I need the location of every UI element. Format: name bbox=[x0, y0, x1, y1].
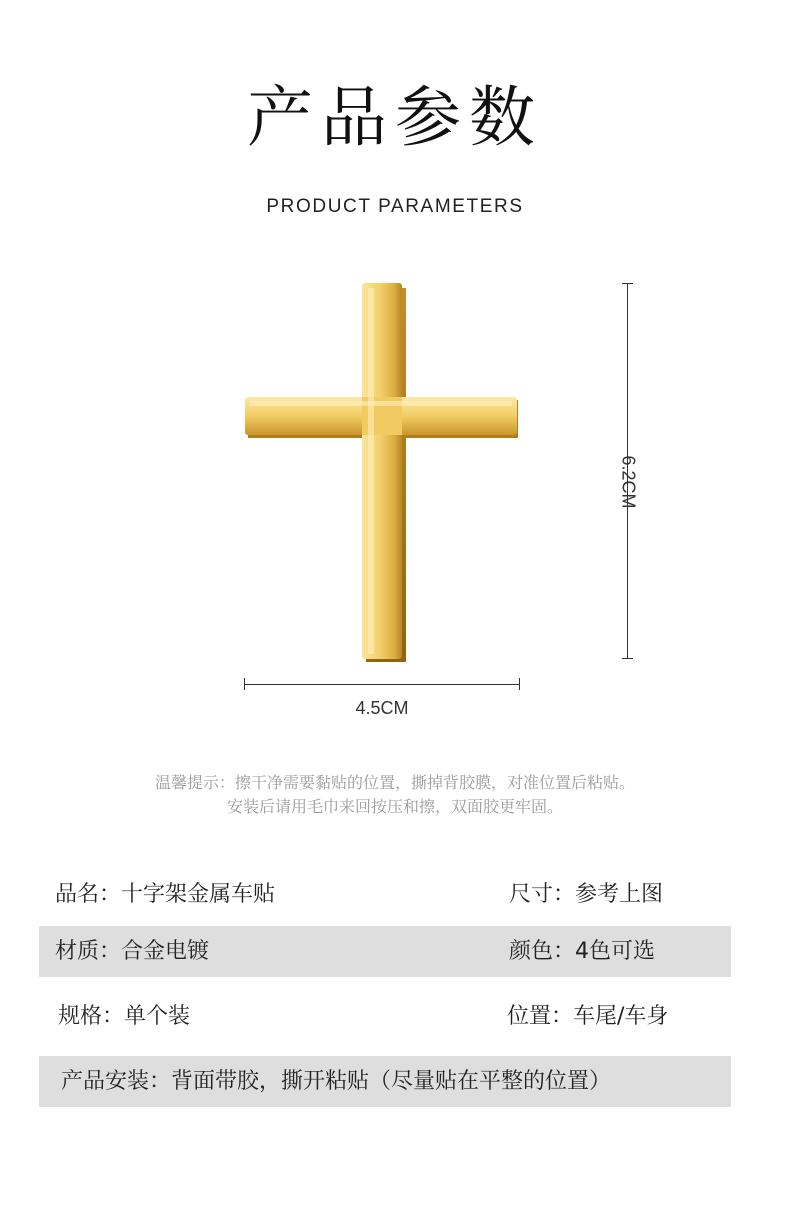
spec-row-3 bbox=[39, 991, 731, 1042]
page-subtitle: PRODUCT PARAMETERS bbox=[266, 196, 524, 217]
spec-spec: 规格：单个装 bbox=[58, 1004, 191, 1029]
spec-position: 位置：车尾/车身 bbox=[507, 1004, 669, 1029]
spec-row-2 bbox=[39, 926, 731, 977]
spec-row-1 bbox=[39, 869, 731, 920]
tip-line-2: 安装后请用毛巾来回按压和擦，双面胶更牢固。 bbox=[226, 797, 563, 816]
tip-line-1: 温馨提示：擦干净需要黏贴的位置，撕掉背胶膜，对准位置后粘贴。 bbox=[154, 773, 635, 792]
page-title: 产品参数 bbox=[247, 79, 543, 156]
spec-install: 产品安装：背面带胶，撕开粘贴（尽量贴在平整的位置） bbox=[61, 1069, 612, 1094]
spec-row-install bbox=[39, 1056, 731, 1107]
spec-name: 品名：十字架金属车贴 bbox=[55, 882, 276, 907]
spec-material: 材质：合金电镀 bbox=[55, 939, 210, 964]
width-dimension-line bbox=[244, 678, 520, 690]
width-dimension-label: 4.5CM bbox=[355, 698, 409, 718]
gold-cross-image bbox=[240, 280, 522, 664]
spec-color: 颜色：4色可选 bbox=[509, 939, 655, 964]
height-dimension-label: 6.2CM bbox=[618, 455, 639, 509]
spec-size: 尺寸：参考上图 bbox=[509, 882, 664, 907]
